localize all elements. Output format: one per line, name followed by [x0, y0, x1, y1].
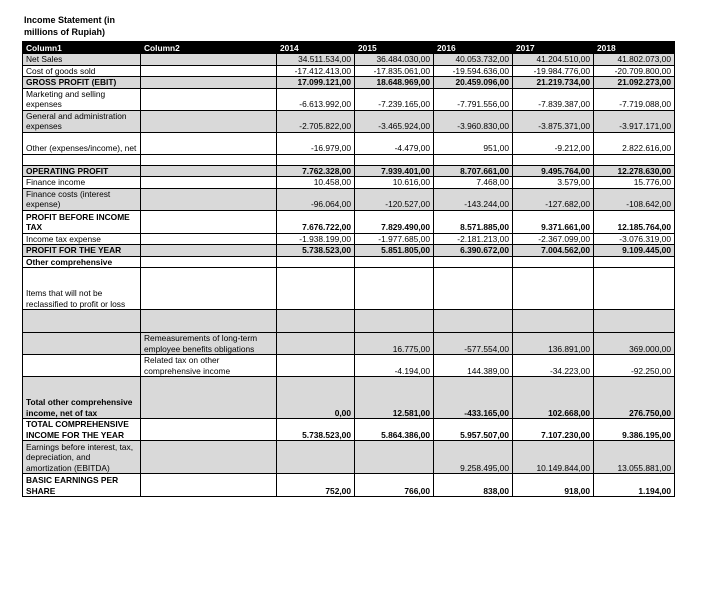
row-label: Net Sales [23, 54, 141, 66]
column-header: Column2 [141, 42, 277, 54]
value-cell: -1.977.685,00 [355, 233, 434, 245]
column-header: 2015 [355, 42, 434, 54]
value-cell: -143.244,00 [434, 188, 513, 210]
row-label: Income tax expense [23, 233, 141, 245]
value-cell: 8.571.885,00 [434, 210, 513, 233]
table-row [23, 132, 675, 154]
value-cell: -127.682,00 [513, 188, 594, 210]
row-label: Other (expenses/income), net [23, 132, 141, 154]
value-cell: 13.055.881,00 [594, 441, 675, 474]
table-row [23, 233, 675, 245]
column-header: Column1 [23, 42, 141, 54]
value-cell [355, 256, 434, 268]
row-label [23, 310, 141, 333]
value-cell: -7.239.165,00 [355, 88, 434, 110]
row-label: BASIC EARNINGS PER SHARE [23, 474, 141, 497]
row-label: Items that will not be reclassified to profit or loss [23, 268, 141, 310]
row-label: TOTAL COMPREHENSIVE INCOME FOR THE YEAR [23, 419, 141, 441]
row-sublabel [141, 419, 277, 441]
value-cell: 5.738.523,00 [277, 419, 355, 441]
value-cell [434, 310, 513, 333]
value-cell: 5.851.805,00 [355, 245, 434, 257]
table-row [23, 110, 675, 132]
value-cell [513, 154, 594, 165]
row-label: Cost of goods sold [23, 65, 141, 77]
value-cell: -17.835.061,00 [355, 65, 434, 77]
table-row [23, 154, 675, 165]
value-cell [594, 310, 675, 333]
value-cell: 36.484.030,00 [355, 54, 434, 66]
row-label [23, 355, 141, 377]
value-cell: -7.791.556,00 [434, 88, 513, 110]
value-cell: -96.064,00 [277, 188, 355, 210]
row-sublabel [141, 110, 277, 132]
value-cell [434, 256, 513, 268]
value-cell: 5.864.386,00 [355, 419, 434, 441]
value-cell: 9.109.445,00 [594, 245, 675, 257]
value-cell: -16.979,00 [277, 132, 355, 154]
table-row [23, 419, 675, 441]
table-row [23, 65, 675, 77]
value-cell: 10.616,00 [355, 177, 434, 189]
value-cell: -6.613.992,00 [277, 88, 355, 110]
value-cell: 766,00 [355, 474, 434, 497]
value-cell: 15.776,00 [594, 177, 675, 189]
value-cell [434, 268, 513, 310]
value-cell [277, 154, 355, 165]
value-cell: 7.676.722,00 [277, 210, 355, 233]
table-row [23, 210, 675, 233]
value-cell: 9.258.495,00 [434, 441, 513, 474]
value-cell [277, 441, 355, 474]
value-cell: 918,00 [513, 474, 594, 497]
value-cell: -3.076.319,00 [594, 233, 675, 245]
row-sublabel [141, 245, 277, 257]
value-cell: 951,00 [434, 132, 513, 154]
table-row [23, 256, 675, 268]
table-row [23, 177, 675, 189]
column-header: 2017 [513, 42, 594, 54]
value-cell: 12.581,00 [355, 377, 434, 419]
value-cell: -34.223,00 [513, 355, 594, 377]
value-cell: 3.579,00 [513, 177, 594, 189]
value-cell: 9.371.661,00 [513, 210, 594, 233]
row-label: OPERATING PROFIT [23, 165, 141, 177]
value-cell: 102.668,00 [513, 377, 594, 419]
value-cell: -3.960.830,00 [434, 110, 513, 132]
value-cell: 7.829.490,00 [355, 210, 434, 233]
row-sublabel [141, 377, 277, 419]
value-cell: -20.709.800,00 [594, 65, 675, 77]
value-cell [594, 256, 675, 268]
value-cell: 34.511.534,00 [277, 54, 355, 66]
value-cell: 9.386.195,00 [594, 419, 675, 441]
row-label: Finance income [23, 177, 141, 189]
row-label: Earnings before interest, tax, depreciation, and amortization (EBITDA) [23, 441, 141, 474]
table-row [23, 268, 675, 310]
row-label: Marketing and selling expenses [23, 88, 141, 110]
table-header-row [23, 42, 675, 54]
value-cell: -7.839.387,00 [513, 88, 594, 110]
table-row [23, 165, 675, 177]
row-label [23, 154, 141, 165]
row-sublabel [141, 268, 277, 310]
value-cell: 6.390.672,00 [434, 245, 513, 257]
value-cell [434, 154, 513, 165]
value-cell: 17.099.121,00 [277, 77, 355, 89]
row-sublabel [141, 256, 277, 268]
value-cell: 12.278.630,00 [594, 165, 675, 177]
table-row [23, 355, 675, 377]
value-cell [513, 268, 594, 310]
value-cell: -433.165,00 [434, 377, 513, 419]
value-cell [513, 256, 594, 268]
row-sublabel [141, 165, 277, 177]
value-cell: 7.004.562,00 [513, 245, 594, 257]
row-sublabel [141, 54, 277, 66]
value-cell [277, 310, 355, 333]
value-cell [355, 441, 434, 474]
value-cell: 2.822.616,00 [594, 132, 675, 154]
value-cell: 20.459.096,00 [434, 77, 513, 89]
value-cell: 7.107.230,00 [513, 419, 594, 441]
column-header: 2016 [434, 42, 513, 54]
row-sublabel [141, 188, 277, 210]
table-row [23, 310, 675, 333]
value-cell [277, 256, 355, 268]
value-cell: -2.705.822,00 [277, 110, 355, 132]
table-row [23, 441, 675, 474]
value-cell: -4.194,00 [355, 355, 434, 377]
table-row [23, 77, 675, 89]
value-cell: 8.707.661,00 [434, 165, 513, 177]
value-cell: -3.875.371,00 [513, 110, 594, 132]
value-cell: -7.719.088,00 [594, 88, 675, 110]
value-cell: 41.802.073,00 [594, 54, 675, 66]
value-cell [355, 310, 434, 333]
value-cell [513, 310, 594, 333]
row-label: PROFIT FOR THE YEAR [23, 245, 141, 257]
row-sublabel [141, 310, 277, 333]
value-cell [277, 268, 355, 310]
row-sublabel [141, 441, 277, 474]
value-cell: -2.367.099,00 [513, 233, 594, 245]
value-cell: 0,00 [277, 377, 355, 419]
row-sublabel [141, 77, 277, 89]
value-cell: 7.939.401,00 [355, 165, 434, 177]
value-cell: -3.465.924,00 [355, 110, 434, 132]
value-cell: 21.219.734,00 [513, 77, 594, 89]
value-cell: -3.917.171,00 [594, 110, 675, 132]
row-label [23, 333, 141, 355]
value-cell: 5.957.507,00 [434, 419, 513, 441]
row-label: PROFIT BEFORE INCOME TAX [23, 210, 141, 233]
value-cell: 752,00 [277, 474, 355, 497]
value-cell: 21.092.273,00 [594, 77, 675, 89]
value-cell: -19.984.776,00 [513, 65, 594, 77]
row-label: Finance costs (interest expense) [23, 188, 141, 210]
row-sublabel [141, 210, 277, 233]
value-cell: 7.762.328,00 [277, 165, 355, 177]
value-cell: 18.648.969,00 [355, 77, 434, 89]
value-cell: 276.750,00 [594, 377, 675, 419]
value-cell: -92.250,00 [594, 355, 675, 377]
value-cell: 41.204.510,00 [513, 54, 594, 66]
value-cell: 10.149.844,00 [513, 441, 594, 474]
value-cell: 40.053.732,00 [434, 54, 513, 66]
row-sublabel [141, 233, 277, 245]
row-sublabel [141, 88, 277, 110]
value-cell: 1.194,00 [594, 474, 675, 497]
table-row [23, 474, 675, 497]
value-cell: 838,00 [434, 474, 513, 497]
row-label: Other comprehensive [23, 256, 141, 268]
value-cell: -1.938.199,00 [277, 233, 355, 245]
value-cell: 369.000,00 [594, 333, 675, 355]
value-cell [277, 333, 355, 355]
value-cell: 12.185.764,00 [594, 210, 675, 233]
value-cell: 9.495.764,00 [513, 165, 594, 177]
column-header: 2018 [594, 42, 675, 54]
value-cell [355, 268, 434, 310]
table-row [23, 188, 675, 210]
value-cell: -19.594.636,00 [434, 65, 513, 77]
value-cell: 136.891,00 [513, 333, 594, 355]
value-cell: -108.642,00 [594, 188, 675, 210]
row-label: General and administration expenses [23, 110, 141, 132]
row-sublabel: Related tax on other comprehensive income [141, 355, 277, 377]
value-cell: 16.775,00 [355, 333, 434, 355]
row-label: Total other comprehensive income, net of tax [23, 377, 141, 419]
row-sublabel [141, 65, 277, 77]
value-cell [594, 154, 675, 165]
row-sublabel [141, 132, 277, 154]
value-cell: -120.527,00 [355, 188, 434, 210]
income-statement-table [22, 41, 675, 497]
value-cell: -2.181.213,00 [434, 233, 513, 245]
value-cell: -17.412.413,00 [277, 65, 355, 77]
row-sublabel [141, 474, 277, 497]
value-cell: 10.458,00 [277, 177, 355, 189]
row-sublabel [141, 154, 277, 165]
value-cell [355, 154, 434, 165]
table-row [23, 88, 675, 110]
table-row [23, 54, 675, 66]
value-cell: -577.554,00 [434, 333, 513, 355]
table-row [23, 245, 675, 257]
page-title: Income Statement (in millions of Rupiah) [24, 15, 116, 37]
value-cell: 144.389,00 [434, 355, 513, 377]
value-cell [277, 355, 355, 377]
row-label: GROSS PROFIT (EBIT) [23, 77, 141, 89]
row-sublabel: Remeasurements of long-term employee benefits obligations [141, 333, 277, 355]
table-row [23, 377, 675, 419]
row-sublabel [141, 177, 277, 189]
table-row [23, 333, 675, 355]
value-cell: 5.738.523,00 [277, 245, 355, 257]
value-cell [594, 268, 675, 310]
value-cell: 7.468,00 [434, 177, 513, 189]
value-cell: -4.479,00 [355, 132, 434, 154]
column-header: 2014 [277, 42, 355, 54]
value-cell: -9.212,00 [513, 132, 594, 154]
